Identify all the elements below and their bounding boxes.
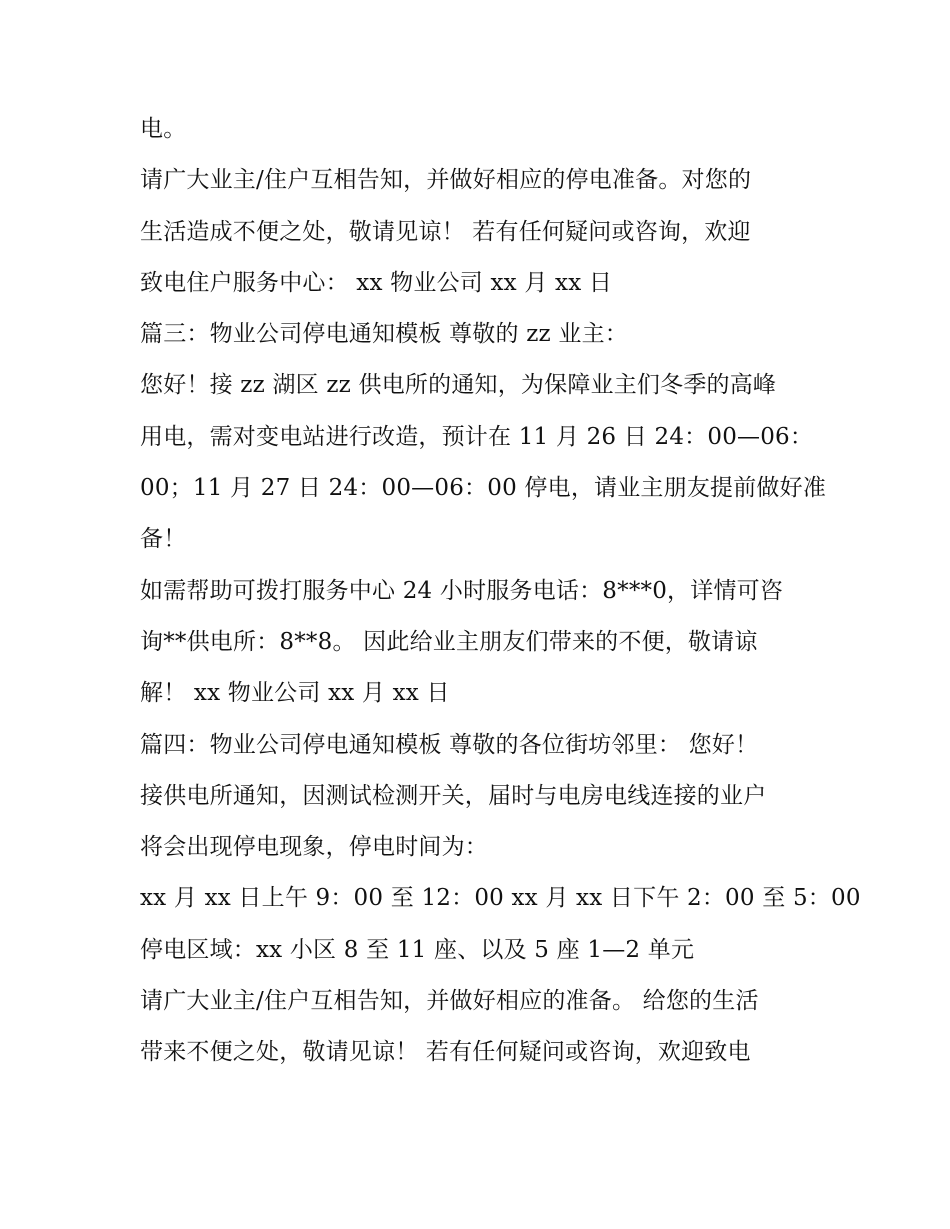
text-line: 解！ xx 物业公司 xx 月 xx 日 [140, 680, 450, 707]
text-line: 电。 [140, 116, 187, 142]
document-body [140, 104, 861, 1079]
text-line: 备！ [140, 526, 187, 553]
text-line: 将会出现停电现象，停电时间为： [140, 834, 488, 861]
section-heading-4: 篇四：物业公司停电通知模板 尊敬的各位街坊邻里： 您好！ [140, 731, 759, 758]
text-line: 用电，需对变电站进行改造，预计在 11 月 26 日 24：00—06： [140, 423, 814, 450]
text-line: 停电区域：xx 小区 8 至 11 座、以及 5 座 1—2 单元 [140, 936, 695, 963]
text-line: xx 月 xx 日上午 9：00 至 12：00 xx 月 xx 日下午 2：00 至 5：00 [140, 885, 861, 912]
text-line: 生活造成不便之处，敬请见谅！ 若有任何疑问或咨询，欢迎 [140, 218, 751, 245]
text-line: 接供电所通知，因测试检测开关，届时与电房电线连接的业户 [140, 782, 767, 809]
text-line: 00；11 月 27 日 24：00—06：00 停电，请业主朋友提前做好准 [140, 475, 827, 502]
text-line: 请广大业主/住户互相告知，并做好相应的准备。 给您的生活 [140, 988, 759, 1015]
text-line: 致电住户服务中心： xx 物业公司 xx 月 xx 日 [140, 269, 613, 296]
section-heading-3: 篇三：物业公司停电通知模板 尊敬的 zz 业主： [140, 321, 628, 348]
text-line: 您好！接 zz 湖区 zz 供电所的通知，为保障业主们冬季的高峰 [140, 372, 777, 399]
text-line: 询**供电所：8**8。 因此给业主朋友们带来的不便，敬请谅 [140, 628, 758, 655]
text-line: 请广大业主/住户互相告知，并做好相应的停电准备。对您的 [140, 167, 752, 194]
text-line: 带来不便之处，敬请见谅！ 若有任何疑问或咨询，欢迎致电 [140, 1039, 751, 1066]
text-line: 如需帮助可拨打服务中心 24 小时服务电话：8***0，详情可咨 [140, 577, 784, 604]
